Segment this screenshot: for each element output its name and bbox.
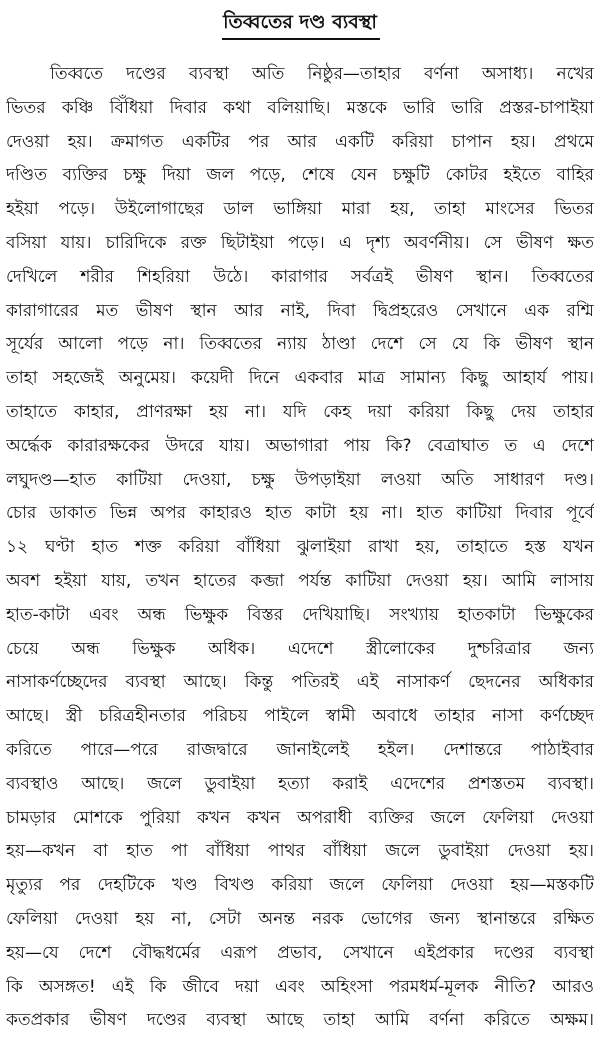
text-line: মৃত্যুর পর দেহটিকে খণ্ড বিখণ্ড করিয়া জলে ফেলিয়া দেওয়া হয়—মস্তকটি xyxy=(6,875,594,896)
text-line: ব্যবস্থাও আছে। জলে ডুবাইয়া হত্যা করাই এদেশের প্রশস্ততম ব্যবস্থা। xyxy=(6,773,594,794)
text-line: সূর্যের আলো পড়ে না। তিব্বতের ন্যায় ঠাণ্ডা দেশে সে যে কি ভীষণ স্থান xyxy=(6,334,594,355)
text-line: ১২ ঘণ্টা হাত শক্ত করিয়া বাঁধিয়া ঝুলাইয়া রাখা হয়, তাহাতে হস্ত যখন xyxy=(6,537,594,558)
text-line: ভিতর কঞ্চি বিঁধিয়া দিবার কথা বলিয়াছি। মস্তকে ভারি ভারি প্রস্তর-চাপাইয়া xyxy=(6,97,594,118)
text-line: কারাগারের মত ভীষণ স্থান আর নাই, দিবা দ্বিপ্রহরেও সেখানে এক রশ্মি xyxy=(6,300,594,321)
text-line: বসিয়া যায়। চারিদিকে রক্ত ছিটাইয়া পড়ে। এ দৃশ্য অবর্ণনীয়। সে ভীষণ ক্ষত xyxy=(6,232,594,253)
title-underline xyxy=(222,38,380,40)
text-line: তাহাতে কাহার, প্রাণরক্ষা হয় না। যদি কেহ দয়া করিয়া কিছু দেয় তাহার xyxy=(6,401,594,422)
text-line: হইয়া পড়ে। উইলোগাছের ডাল ভাঙ্গিয়া মারা হয়, তাহা মাংসের ভিতর xyxy=(6,199,594,220)
text-line: হয়—কখন বা হাত পা বাঁধিয়া পাথর বাঁধিয়া জলে ডুবাইয়া দেওয়া হয়। xyxy=(6,841,594,862)
text-line: দণ্ডিত ব্যক্তির চক্ষু দিয়া জল পড়ে, শেষে যেন চক্ষুটি কোটর হইতে বাহির xyxy=(6,165,594,186)
text-line: চোর ডাকাত ভিন্ন অপর কাহারও হাত কাটা হয় না। হাত কাটিয়া দিবার পূর্বে xyxy=(6,503,594,524)
text-line: অবশ হইয়া যায়, তখন হাতের কব্জা পর্যন্ত কাটিয়া দেওয়া হয়। আমি লাসায় xyxy=(6,570,594,591)
text-line: ফেলিয়া দেওয়া হয় না, সেটা অনন্ত নরক ভোগের জন্য স্থানান্তরে রক্ষিত xyxy=(6,908,594,929)
text-line: দেওয়া হয়। ক্রমাগত একটির পর আর একটি করিয়া চাপান হয়। প্রথমে xyxy=(6,131,594,152)
text-line: চেয়ে অন্ধ ভিক্ষুক অধিক। এদেশে স্ত্রীলোকের দুশ্চরিত্রার জন্য xyxy=(6,638,594,659)
text-line: হাত-কাটা এবং অন্ধ ভিক্ষুক বিস্তর দেখিয়াছি। সংখ্যায় হাতকাটা ভিক্ষুকের xyxy=(6,604,594,625)
text-line: তিব্বতে দণ্ডের ব্যবস্থা অতি নিষ্ঠুর—তাহার বর্ণনা অসাধ্য। নখের xyxy=(50,64,594,84)
text-line: দেখিলে শরীর শিহরিয়া উঠে। কারাগার সর্বত্রই ভীষণ স্থান। তিব্বতের xyxy=(6,266,594,287)
page-title: তিব্বতের দণ্ড ব্যবস্থা xyxy=(223,11,377,33)
text-line: চামড়ার মোশকে পুরিয়া কখন কখন অপরাধী ব্যক্তির জলে ফেলিয়া দেওয়া xyxy=(6,807,594,828)
text-line: কতপ্রকার ভীষণ দণ্ডের ব্যবস্থা আছে তাহা আমি বর্ণনা করিতে অক্ষম। xyxy=(6,1010,594,1031)
body-paragraph xyxy=(6,58,594,1038)
text-line: কি অসঙ্গত! এই কি জীবে দয়া এবং অহিংসা পরমধর্ম-মূলক নীতি? আরও xyxy=(6,976,594,997)
text-line: অর্দ্ধেক কারারক্ষকের উদরে যায়। অভাগারা পায় কি? বেত্রাঘাত ত এ দেশে xyxy=(6,435,594,456)
text-line: আছে। স্ত্রী চরিত্রহীনতার পরিচয় পাইলে স্বামী অবাধে তাহার নাসা কর্ণচ্ছেদ xyxy=(6,706,594,727)
text-line: নাসাকর্ণচ্ছেদের ব্যবস্থা আছে। কিন্তু পতিরই এই নাসাকর্ণ ছেদনের অধিকার xyxy=(6,672,594,693)
text-line: তাহা সহজেই অনুমেয়। কয়েদী দিনে একবার মাত্র সামান্য কিছু আহার্য পায়। xyxy=(6,368,594,389)
text-line: হয়—যে দেশে বৌদ্ধধর্মের এরূপ প্রভাব, সেখানে এইপ্রকার দণ্ডের ব্যবস্থা xyxy=(6,942,594,963)
text-line: করিতে পারে—পরে রাজদ্বারে জানাইলেই হইল। দেশান্তরে পাঠাইবার xyxy=(6,739,594,760)
text-line: লঘুদণ্ড—হাত কাটিয়া দেওয়া, চক্ষু উপড়াইয়া লওয়া অতি সাধারণ দণ্ড। xyxy=(6,469,594,490)
